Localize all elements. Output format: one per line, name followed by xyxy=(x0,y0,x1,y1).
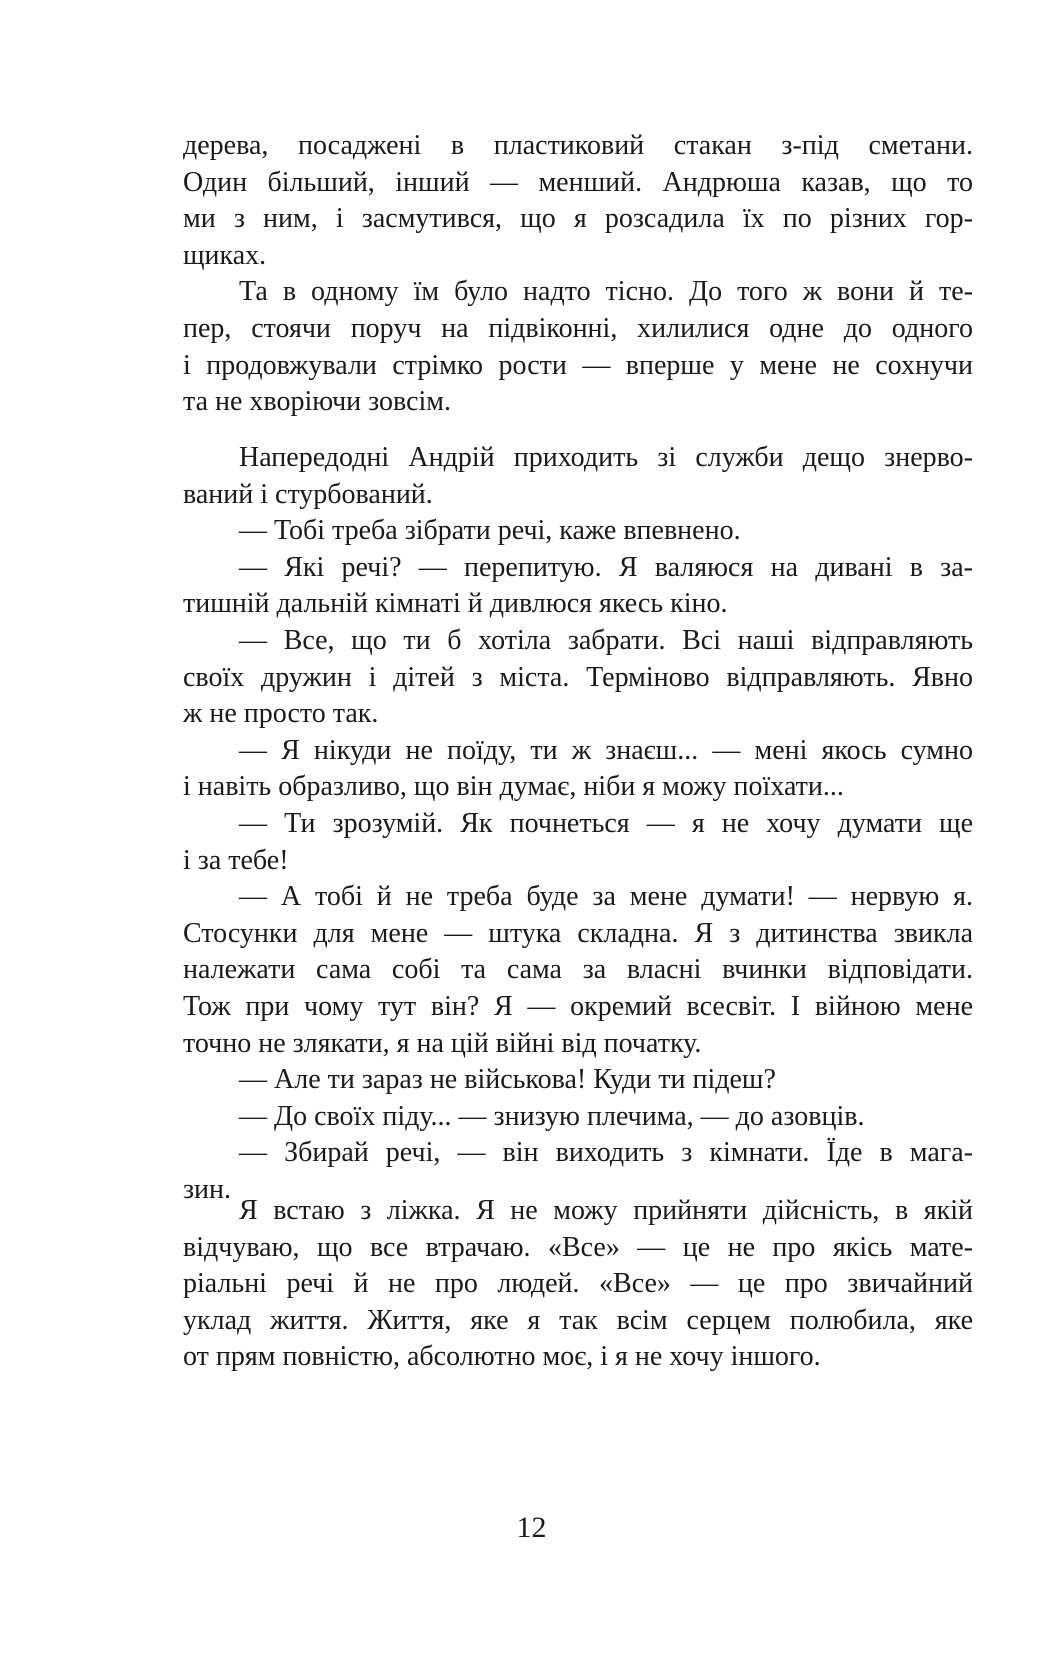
text-line: Я встаю з ліжка. Я не можу прийняти дійсність, в якій xyxy=(239,1195,973,1226)
text-line: зин. xyxy=(183,1173,232,1205)
text-line: тишній дальній кімнаті й дивлюся якесь кіно. xyxy=(183,588,728,620)
text-line: Та в одному їм було надто тісно. До того ж вони й те- xyxy=(239,276,973,308)
text-line: щиках. xyxy=(183,239,267,271)
text-line: і за тебе! xyxy=(183,844,289,876)
text-line: Тож при чому тут він? Я — окремий всесвіт. І війною мене xyxy=(183,990,973,1022)
text-line: відчуваю, що все втрачаю. «Все» — це не про якісь мате- xyxy=(183,1231,973,1263)
text-line: та не хворіючи зовсім. xyxy=(183,386,452,418)
text-line: Один більший, інший — менший. Андрюша казав, що то xyxy=(183,166,973,198)
text-line: ми з ним, і засмутився, що я розсадила їх по різних гор- xyxy=(183,203,973,235)
text-line: — До своїх піду... — знизую плечима, — до азовців. xyxy=(239,1100,865,1132)
text-line: — Тобі треба зібрати речі, каже впевнено. xyxy=(239,515,741,547)
paragraph-group-trees xyxy=(183,128,973,421)
text-line: належати сама собі та сама за власні вчинки відповідати. xyxy=(183,954,973,986)
text-line: пер, стоячи поруч на підвіконні, хилилися одне до одного xyxy=(183,312,973,344)
text-line: і навіть образливо, що він думає, ніби я можу поїхати... xyxy=(183,771,844,803)
page-number: 12 xyxy=(516,1511,547,1544)
text-line: — Але ти зараз не військова! Куди ти підеш? xyxy=(239,1064,776,1096)
text-line: — Які речі? — перепитую. Я валяюся на дивані в за- xyxy=(239,551,973,583)
text-line: ж не просто так. xyxy=(183,698,379,730)
text-line: ваний і стурбований. xyxy=(183,478,433,510)
text-line: своїх дружин і дітей з міста. Терміново відправляють. Явно xyxy=(183,661,973,693)
text-line: Стосунки для мене — штука складна. Я з дитинства звикла xyxy=(183,917,973,949)
text-line: — Збирай речі, — він виходить з кімнати. Їде в мага- xyxy=(239,1137,973,1169)
text-line: от прям повністю, абсолютно моє, і я не хочу іншого. xyxy=(183,1341,821,1373)
text-line: і продовжували стрімко рости — вперше у мене не сохнучи xyxy=(183,349,973,381)
text-line: дерева, посаджені в пластиковий стакан з-під сметани. xyxy=(183,130,973,161)
text-line: — Я нікуди не поїду, ти ж знаєш... — мені якось сумно xyxy=(239,734,973,766)
text-line: — Ти зрозумій. Як почнеться — я не хочу думати ще xyxy=(239,807,973,839)
text-line: точно не злякати, я на цій війні від початку. xyxy=(183,1027,702,1059)
text-line: ріальні речі й не про людей. «Все» — це про звичайний xyxy=(183,1268,973,1300)
text-line: — Все, що ти б хотіла забрати. Всі наші відправляють xyxy=(239,624,973,656)
text-line: уклад життя. Життя, яке я так всім серцем полюбила, яке xyxy=(183,1304,973,1336)
paragraph-group-dialogue xyxy=(183,440,973,1208)
text-line: — А тобі й не треба буде за мене думати! — нервую я. xyxy=(239,881,973,913)
paragraph-group-closing xyxy=(183,1193,973,1376)
text-line: Напередодні Андрій приходить зі служби дещо знерво- xyxy=(239,442,973,473)
